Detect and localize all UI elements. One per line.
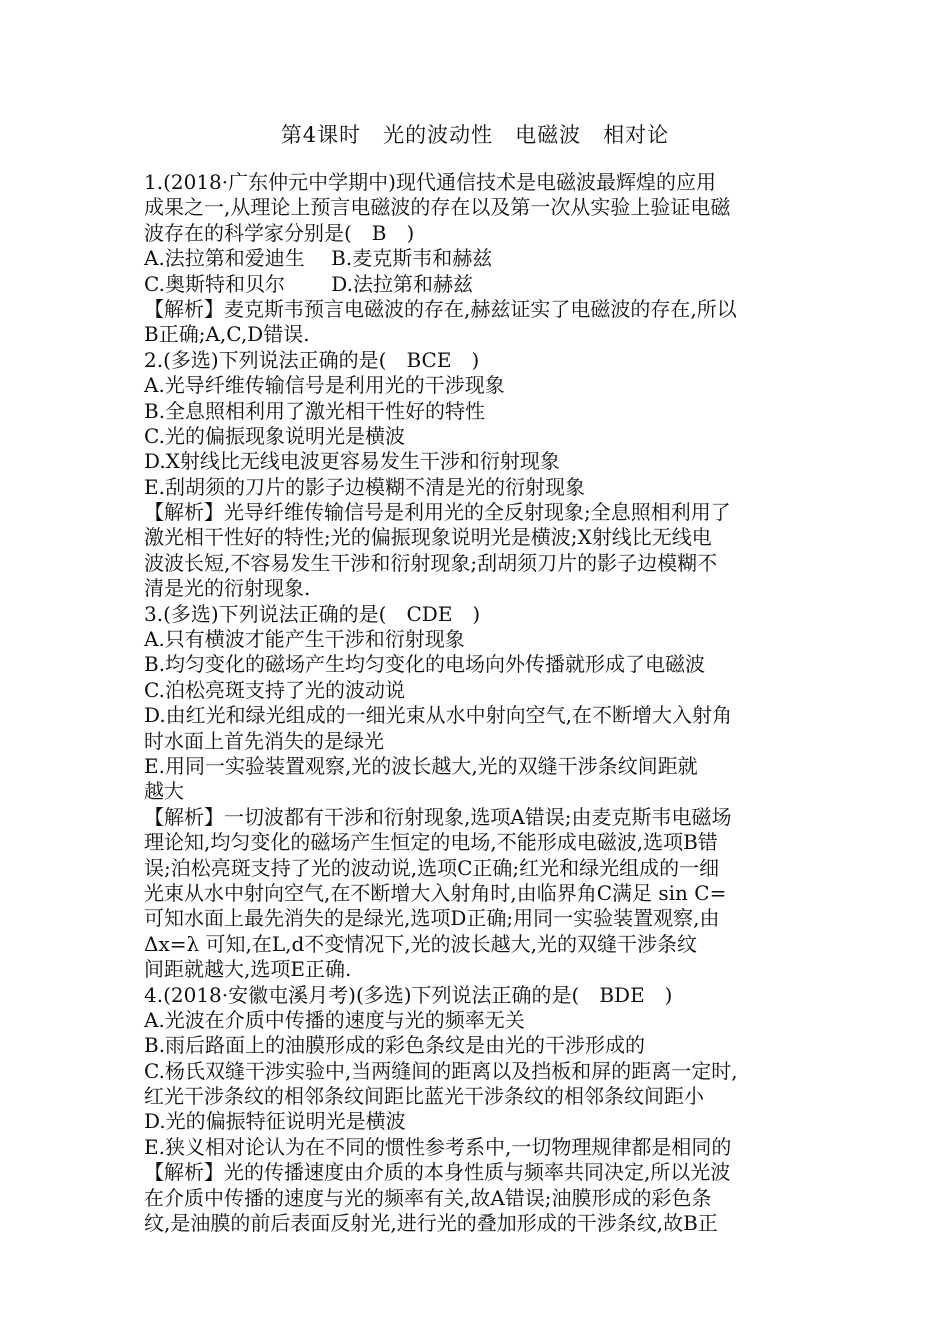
text-line: 越大 — [144, 779, 184, 804]
text-line: 1.(2018·广东仲元中学期中)现代通信技术是电磁波最辉煌的应用 — [144, 170, 716, 194]
text-line: 纹,是油膜的前后表面反射光,进行光的叠加形成的干涉条纹,故B正 — [144, 1211, 718, 1236]
text-line: D.由红光和绿光组成的一细光束从水中射向空气,在不断增大入射角 — [144, 703, 733, 728]
text-line: 在介质中传播的速度与光的频率有关,故A错误;油膜形成的彩色条 — [144, 1185, 712, 1210]
text-line: C.奥斯特和贝尔 D.法拉第和赫兹 — [144, 271, 473, 296]
text-line: Δx=λ 可知,在L,d不变情况下,光的波长越大,光的双缝干涉条纹 — [144, 931, 698, 956]
text-line: 【解析】麦克斯韦预言电磁波的存在,赫兹证实了电磁波的存在,所以 — [144, 296, 737, 321]
document-body — [144, 170, 816, 1236]
text-line: B.雨后路面上的油膜形成的彩色条纹是由光的干涉形成的 — [144, 1033, 646, 1058]
text-line: D.X射线比无线电波更容易发生干涉和衍射现象 — [144, 449, 560, 474]
text-line: 波存在的科学家分别是( B ) — [144, 220, 415, 245]
text-line: 2.(多选)下列说法正确的是( BCE ) — [144, 347, 480, 372]
text-line: C.泊松亮斑支持了光的波动说 — [144, 677, 405, 702]
text-line: 红光干涉条纹的相邻条纹间距比蓝光干涉条纹的相邻条纹间距小 — [144, 1084, 704, 1109]
text-line: E.狭义相对论认为在不同的惯性参考系中,一切物理规律都是相同的 — [144, 1134, 732, 1159]
text-line: B.均匀变化的磁场产生均匀变化的电场向外传播就形成了电磁波 — [144, 652, 706, 677]
text-line: B.全息照相利用了激光相干性好的特性 — [144, 398, 486, 423]
text-line: 可知水面上最先消失的是绿光,选项D正确;用同一实验装置观察,由 — [144, 906, 720, 931]
text-line: E.刮胡须的刀片的影子边模糊不清是光的衍射现象 — [144, 474, 585, 499]
text-line: 【解析】光的传播速度由介质的本身性质与频率共同决定,所以光波 — [144, 1160, 731, 1185]
text-line: 理论知,均匀变化的磁场产生恒定的电场,不能形成电磁波,选项B错 — [144, 830, 718, 855]
text-line: D.光的偏振特征说明光是横波 — [144, 1109, 406, 1134]
text-line: 间距就越大,选项E正确. — [144, 957, 352, 982]
text-line: 3.(多选)下列说法正确的是( CDE ) — [144, 601, 481, 626]
text-line: 波波长短,不容易发生干涉和衍射现象;刮胡须刀片的影子边模糊不 — [144, 550, 718, 575]
text-line: A.法拉第和爱迪生 B.麦克斯韦和赫兹 — [144, 246, 493, 271]
text-line: 【解析】光导纤维传输信号是利用光的全反射现象;全息照相利用了 — [144, 500, 731, 525]
text-line: A.只有横波才能产生干涉和衍射现象 — [144, 627, 465, 652]
text-line: B正确;A,C,D错误. — [144, 322, 310, 347]
text-line: 时水面上首先消失的是绿光 — [144, 728, 384, 753]
text-line: A.光波在介质中传播的速度与光的频率无关 — [144, 1007, 525, 1032]
text-line: 清是光的衍射现象. — [144, 576, 311, 601]
text-line: E.用同一实验装置观察,光的波长越大,光的双缝干涉条纹间距就 — [144, 753, 698, 778]
page-title: 第4课时 光的波动性 电磁波 相对论 — [280, 123, 670, 147]
text-line: C.杨氏双缝干涉实验中,当两缝间的距离以及挡板和屏的距离一定时, — [144, 1058, 738, 1083]
text-line: 4.(2018·安徽屯溪月考)(多选)下列说法正确的是( BDE ) — [144, 982, 673, 1007]
text-line: 激光相干性好的特性;光的偏振现象说明光是横波;X射线比无线电 — [144, 525, 712, 550]
text-line: 【解析】一切波都有干涉和衍射现象,选项A错误;由麦克斯韦电磁场 — [144, 804, 732, 829]
text-line: A.光导纤维传输信号是利用光的干涉现象 — [144, 373, 505, 398]
text-line: 成果之一,从理论上预言电磁波的存在以及第一次从实验上验证电磁 — [144, 195, 731, 220]
text-line: 光束从水中射向空气,在不断增大入射角时,由临界角C满足 sin C= — [144, 880, 727, 905]
text-line: C.光的偏振现象说明光是横波 — [144, 423, 405, 448]
text-line: 误;泊松亮斑支持了光的波动说,选项C正确;红光和绿光组成的一细 — [144, 855, 720, 880]
